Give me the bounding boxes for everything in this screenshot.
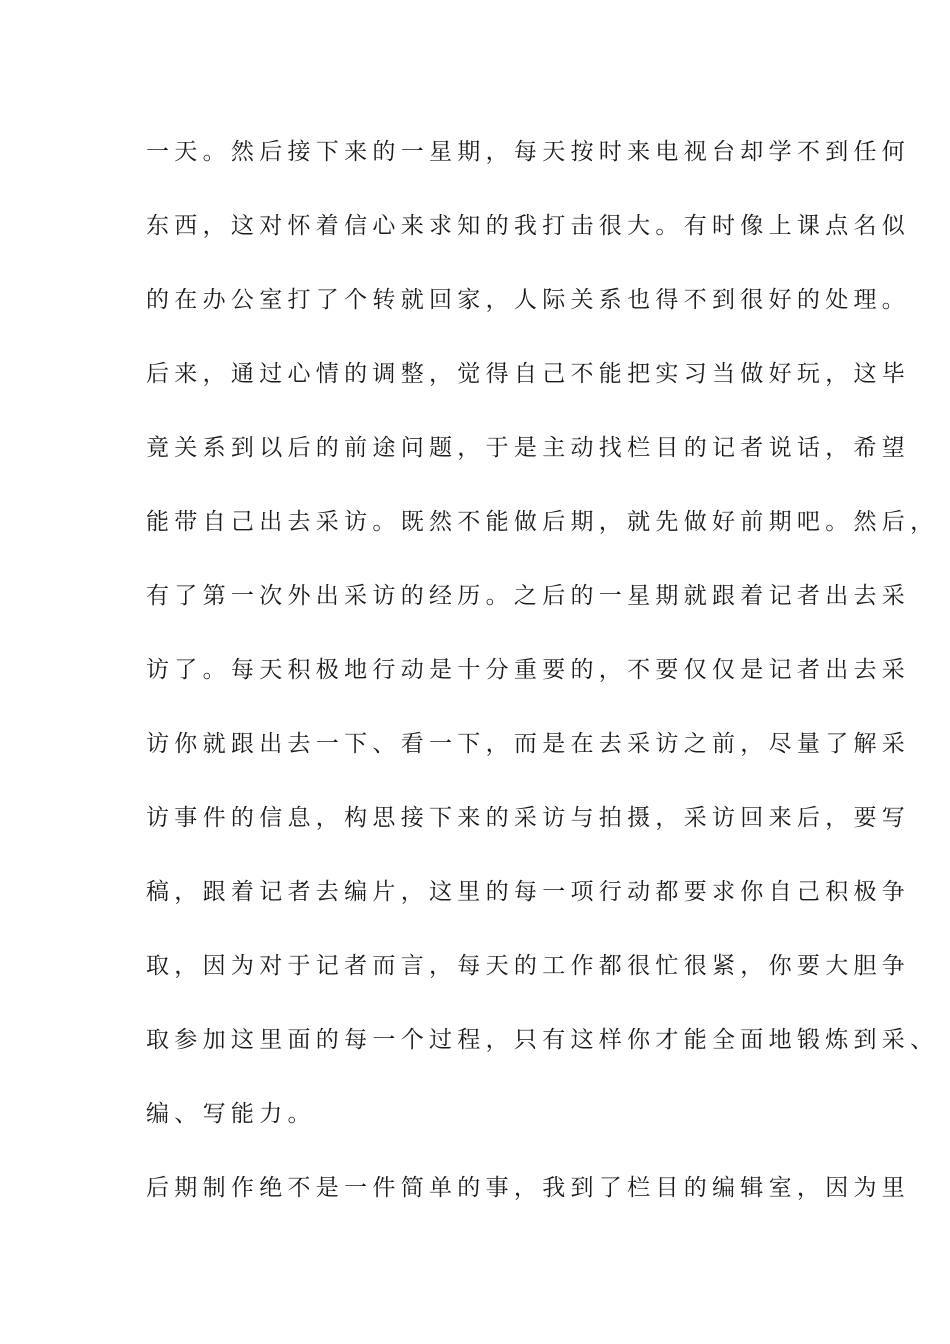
text-line-3: 的在办公室打了个转就回家，人际关系也得不到很好的处理。 — [146, 287, 911, 313]
text-line-12: 取，因为对于记者而言，每天的工作都很忙很紧，你要大胆争 — [146, 953, 911, 979]
text-line-14: 编、写能力。 — [146, 1101, 316, 1127]
text-line-15: 后期制作绝不是一件简单的事，我到了栏目的编辑室，因为里 — [146, 1175, 911, 1201]
text-line-2: 东西，这对怀着信心来求知的我打击很大。有时像上课点名似 — [146, 213, 911, 239]
text-line-6: 能带自己出去采访。既然不能做后期，就先做好前期吧。然后， — [146, 509, 939, 535]
text-line-9: 访你就跟出去一下、看一下，而是在去采访之前，尽量了解采 — [146, 731, 911, 757]
text-line-13: 取参加这里面的每一个过程，只有这样你才能全面地锻炼到采、 — [146, 1027, 939, 1053]
text-line-8: 访了。每天积极地行动是十分重要的，不要仅仅是记者出去采 — [146, 657, 911, 683]
text-line-10: 访事件的信息，构思接下来的采访与拍摄，采访回来后，要写 — [146, 805, 911, 831]
text-line-1: 一天。然后接下来的一星期，每天按时来电视台却学不到任何 — [146, 139, 911, 165]
text-line-7: 有了第一次外出采访的经历。之后的一星期就跟着记者出去采 — [146, 583, 911, 609]
text-line-4: 后来，通过心情的调整，觉得自己不能把实习当做好玩，这毕 — [146, 361, 911, 387]
text-line-5: 竟关系到以后的前途问题，于是主动找栏目的记者说话，希望 — [146, 435, 911, 461]
text-line-11: 稿，跟着记者去编片，这里的每一项行动都要求你自己积极争 — [146, 879, 911, 905]
